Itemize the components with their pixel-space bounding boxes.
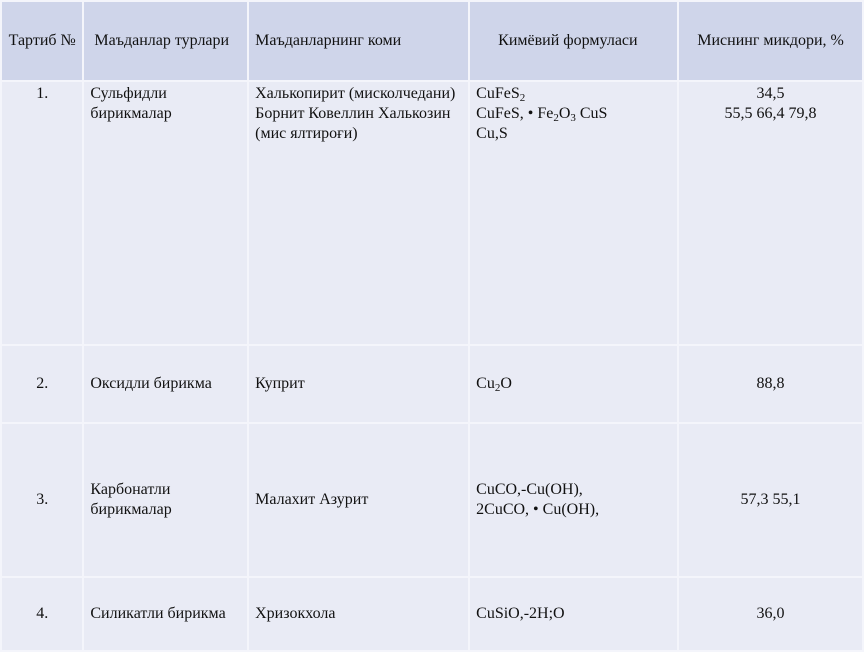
formula — [470, 82, 677, 344]
formula: CuCO,-Cu(OH), 2CuCO, • Cu(OH), — [470, 424, 677, 576]
row-number: 1. — [2, 82, 82, 344]
ore-type: Сульфидли бирикмалар — [84, 82, 247, 344]
header-formula: Кимёвий формуласи — [470, 2, 677, 80]
formula: Cu2O — [470, 346, 677, 422]
minerals: Куприт — [249, 346, 468, 422]
copper-content: 34,5 55,5 66,4 79,8 — [679, 82, 862, 344]
formula-line: CuFeS2 — [476, 85, 526, 104]
formula: CuSiO,-2H;O — [470, 578, 677, 650]
minerals: Хризокхола — [249, 578, 468, 650]
header-row — [2, 2, 862, 80]
copper-content: 36,0 — [679, 578, 862, 650]
header-number: Тартиб № — [2, 2, 82, 80]
table-row — [2, 424, 862, 576]
table-row — [2, 578, 862, 650]
copper-content: 57,3 55,1 — [679, 424, 862, 576]
ore-type: Карбонатли бирикмалар — [84, 424, 247, 576]
row-number: 4. — [2, 578, 82, 650]
table-row — [2, 346, 862, 422]
header-ore-type: Маъданлар турлари — [84, 2, 247, 80]
ore-type: Силикатли бирикма — [84, 578, 247, 650]
formula-line: CuFeS, • Fe2O3 CuS — [476, 105, 608, 124]
table-row — [2, 82, 862, 344]
formula-line: Cu,S — [476, 125, 508, 142]
minerals: Халькопирит (мисколчедани) Борнит Ковеллин Халькозин (мис ялтироғи) — [249, 82, 468, 344]
copper-content: 88,8 — [679, 346, 862, 422]
row-number: 2. — [2, 346, 82, 422]
header-copper-content: Миснинг микдори, % — [679, 2, 862, 80]
header-minerals: Маъданларнинг коми — [249, 2, 468, 80]
row-number: 3. — [2, 424, 82, 576]
minerals: Малахит Азурит — [249, 424, 468, 576]
ore-type: Оксидли бирикма — [84, 346, 247, 422]
